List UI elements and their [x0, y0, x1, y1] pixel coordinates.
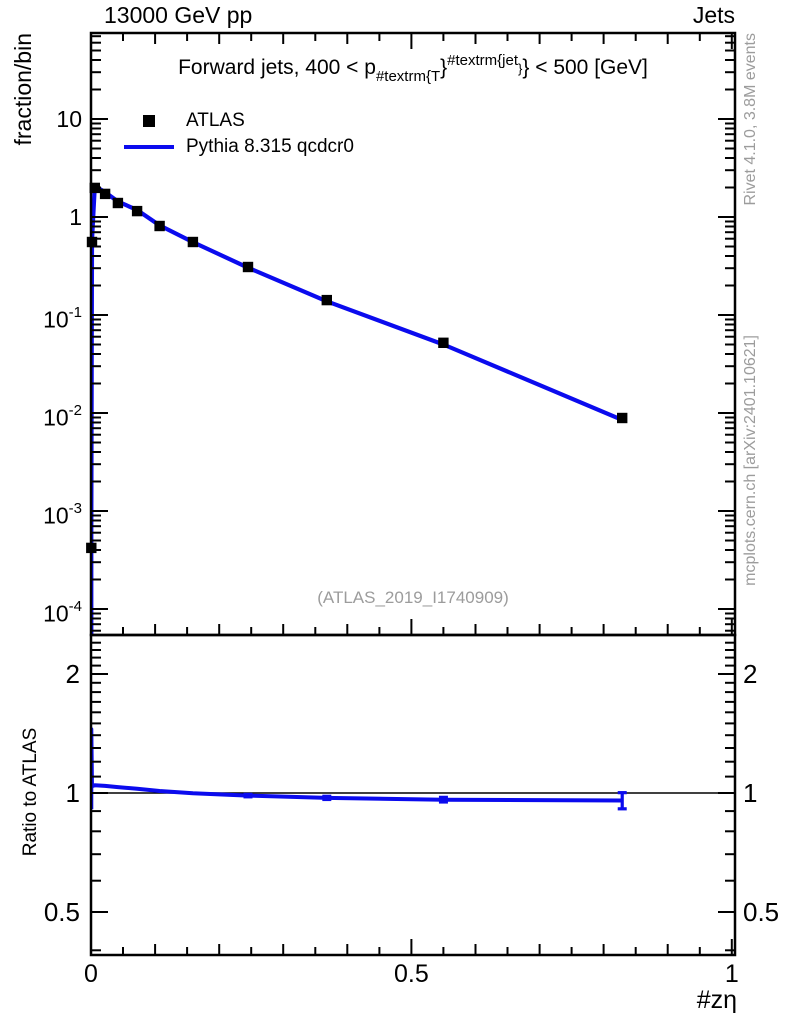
- main-y-tick-label: $10^{-1}$: [43, 304, 82, 333]
- mcplots-arxiv-note: mcplots.cern.ch [arXiv:2401.10621]: [742, 335, 759, 586]
- main-y-tick-label: 10: [56, 106, 82, 132]
- main-y-tick-label: 1: [69, 204, 82, 230]
- ratio-y-tick-label-left: 0.5: [43, 897, 80, 927]
- axis-ticks: [91, 33, 735, 955]
- pythia-curve-ratio: [91, 729, 622, 809]
- ratio-frame: [91, 635, 735, 955]
- ratio-y-tick-label-left: 1: [65, 778, 80, 808]
- ratio-y-tick-label-left: 2: [65, 659, 80, 689]
- rivet-version-note: Rivet 4.1.0, 3.8M events: [742, 33, 759, 206]
- atlas-square-marker-icon: [143, 115, 155, 127]
- main-y-tick-label: $10^{-3}$: [43, 500, 82, 529]
- pythia-line-marker-icon: [124, 145, 174, 149]
- main-y-tick-label: $10^{-4}$: [43, 598, 82, 627]
- analysis-id-watermark: (ATLAS_2019_I1740909): [317, 588, 509, 607]
- legend-label-atlas: ATLAS: [186, 110, 245, 131]
- plot-title-post: } < 500 [GeV]: [522, 56, 648, 79]
- x-tick-label: 1: [724, 960, 739, 988]
- header-analysis-group: Jets: [692, 2, 735, 28]
- plot-title-sub: #textrm{T: [375, 68, 441, 85]
- plot-title-sup: #textrm{jet: [447, 52, 519, 69]
- plot-title-pre: Forward jets, 400 < p: [178, 56, 376, 79]
- ratio-y-tick-label-right: 0.5: [743, 897, 780, 927]
- legend-symbol-slot: [122, 115, 176, 127]
- main-y-axis-title: fraction/bin: [10, 33, 36, 146]
- plot-title: [91, 52, 735, 85]
- header-beam-energy: 13000 GeV pp: [104, 2, 253, 28]
- plot-title-mid: }: [440, 56, 448, 79]
- legend-item-atlas: [122, 109, 245, 133]
- legend-label-pythia: Pythia 8.315 qcdcr0: [186, 136, 354, 157]
- ratio-y-axis-title: Ratio to ATLAS: [20, 727, 41, 857]
- main-y-tick-label: $10^{-2}$: [43, 402, 82, 431]
- x-tick-label: 0.5: [394, 960, 429, 988]
- plot-title-supsub: }: [518, 61, 523, 76]
- ratio-y-tick-label-right: 2: [743, 659, 758, 689]
- x-axis-title: #zη: [696, 986, 737, 1014]
- legend-symbol-slot: [122, 145, 176, 149]
- x-tick-label: 0: [84, 960, 98, 988]
- atlas-data-markers: [86, 183, 627, 553]
- legend-item-pythia: [122, 135, 354, 159]
- ratio-y-tick-label-right: 1: [743, 778, 758, 808]
- pythia-curve-main: [91, 186, 622, 639]
